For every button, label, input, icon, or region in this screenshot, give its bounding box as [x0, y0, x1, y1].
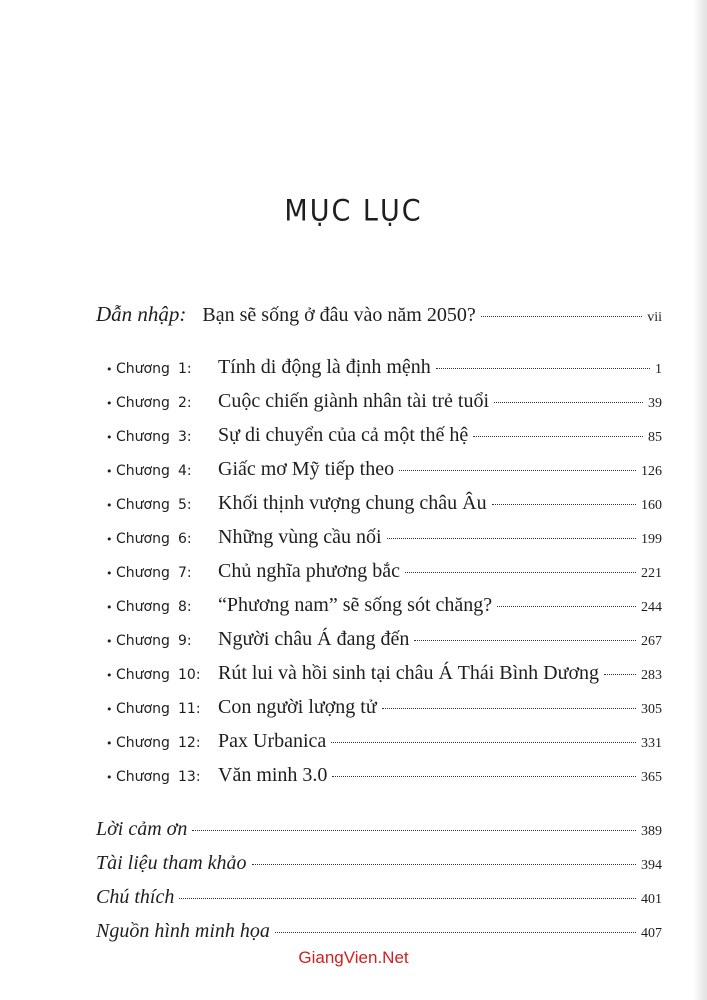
dot-leader — [399, 470, 636, 471]
toc-chapter-row[interactable] — [106, 458, 662, 492]
backmatter-page-number: 394 — [641, 858, 662, 873]
chapter-page-number: 85 — [648, 430, 662, 445]
bullet-icon: • — [106, 669, 113, 682]
chapter-page-number: 221 — [641, 566, 662, 581]
bullet-icon: • — [106, 567, 113, 580]
toc-chapter-row[interactable] — [106, 662, 662, 696]
chapter-title: Cuộc chiến giành nhân tài trẻ tuổi — [218, 390, 490, 412]
dot-leader — [387, 538, 636, 539]
chapter-number: 9: — [178, 633, 192, 649]
chapter-title: Tính di động là định mệnh — [218, 356, 431, 378]
chapter-label: Chương — [116, 565, 170, 581]
chapter-number: 4: — [178, 463, 192, 479]
chapter-page-number: 283 — [641, 668, 662, 683]
toc-chapter-row[interactable] — [106, 730, 662, 764]
chapter-title: Sự di chuyển của cả một thế hệ — [218, 424, 469, 446]
intro-title: Bạn sẽ sống ở đâu vào năm 2050? — [202, 304, 476, 326]
chapter-label: Chương — [116, 667, 170, 683]
bullet-icon: • — [106, 533, 113, 546]
chapter-number: 6: — [178, 531, 192, 547]
chapter-label: Chương — [116, 769, 170, 785]
chapter-page-number: 39 — [648, 396, 662, 411]
chapter-number: 5: — [178, 497, 192, 513]
chapter-title: Pax Urbanica — [218, 730, 327, 752]
chapter-title: Người châu Á đang đến — [218, 628, 410, 650]
toc-chapter-row[interactable] — [106, 526, 662, 560]
chapter-title: Con người lượng tử — [218, 696, 377, 718]
chapter-label: Chương — [116, 395, 170, 411]
chapter-title: Giấc mơ Mỹ tiếp theo — [218, 458, 395, 480]
toc-chapter-row[interactable] — [106, 492, 662, 526]
dot-leader — [481, 316, 642, 317]
backmatter-title: Chú thích — [96, 886, 175, 908]
toc-intro-row[interactable] — [96, 302, 662, 336]
intro-page-number: vii — [647, 310, 662, 325]
backmatter-title: Tài liệu tham khảo — [96, 852, 247, 874]
chapter-page-number: 244 — [641, 600, 662, 615]
dot-leader — [497, 606, 636, 607]
chapter-page-number: 160 — [641, 498, 662, 513]
chapter-label: Chương — [116, 701, 170, 717]
dot-leader — [405, 572, 636, 573]
chapter-title: Rút lui và hồi sinh tại châu Á Thái Bình Dương — [218, 662, 600, 684]
dot-leader — [252, 864, 636, 865]
backmatter-page-number: 389 — [641, 824, 662, 839]
chapter-title: Khối thịnh vượng chung châu Âu — [218, 492, 487, 514]
dot-leader — [473, 436, 643, 437]
chapter-label: Chương — [116, 599, 170, 615]
toc-chapter-row[interactable] — [106, 424, 662, 458]
bullet-icon: • — [106, 363, 113, 376]
chapter-page-number: 1 — [655, 362, 662, 377]
dot-leader — [192, 830, 636, 831]
bullet-icon: • — [106, 737, 113, 750]
backmatter-title: Nguồn hình minh họa — [96, 920, 270, 942]
chapter-number: 3: — [178, 429, 192, 445]
backmatter-title: Lời cảm ơn — [96, 818, 188, 840]
chapter-label: Chương — [116, 531, 170, 547]
toc-chapter-row[interactable] — [106, 356, 662, 390]
chapter-page-number: 126 — [641, 464, 662, 479]
chapter-label: Chương — [116, 429, 170, 445]
chapter-label: Chương — [116, 633, 170, 649]
chapter-number: 11: — [178, 701, 201, 717]
chapter-number: 10: — [178, 667, 201, 683]
bullet-icon: • — [106, 499, 113, 512]
chapter-number: 12: — [178, 735, 201, 751]
backmatter-page-number: 407 — [641, 926, 662, 941]
chapter-page-number: 267 — [641, 634, 662, 649]
watermark-text: GiangVien.Net — [298, 948, 409, 967]
dot-leader — [494, 402, 643, 403]
chapter-page-number: 199 — [641, 532, 662, 547]
toc-chapter-row[interactable] — [106, 764, 662, 798]
toc-backmatter-row[interactable] — [96, 852, 662, 886]
dot-leader — [331, 742, 636, 743]
chapter-page-number: 365 — [641, 770, 662, 785]
bullet-icon: • — [106, 465, 113, 478]
dot-leader — [436, 368, 650, 369]
toc-chapter-row[interactable] — [106, 594, 662, 628]
chapter-number: 2: — [178, 395, 192, 411]
chapter-label: Chương — [116, 497, 170, 513]
chapter-number: 1: — [178, 361, 192, 377]
bullet-icon: • — [106, 397, 113, 410]
toc-chapter-row[interactable] — [106, 390, 662, 424]
bullet-icon: • — [106, 703, 113, 716]
dot-leader — [382, 708, 636, 709]
bullet-icon: • — [106, 431, 113, 444]
chapter-title: Những vùng cầu nối — [218, 526, 382, 548]
dot-leader — [275, 932, 636, 933]
dot-leader — [414, 640, 636, 641]
chapter-number: 7: — [178, 565, 192, 581]
dot-leader — [332, 776, 636, 777]
toc-backmatter-row[interactable] — [96, 818, 662, 852]
chapter-number: 13: — [178, 769, 201, 785]
dot-leader — [492, 504, 636, 505]
chapter-title: Văn minh 3.0 — [218, 764, 328, 786]
page-title: MỤC LỤC — [284, 194, 423, 229]
chapter-label: Chương — [116, 735, 170, 751]
page-edge-shadow — [693, 0, 707, 1000]
bullet-icon: • — [106, 771, 113, 784]
toc-chapter-row[interactable] — [106, 628, 662, 662]
chapter-page-number: 305 — [641, 702, 662, 717]
dot-leader — [604, 674, 636, 675]
chapter-title: “Phương nam” sẽ sống sót chăng? — [218, 594, 493, 616]
chapter-title: Chủ nghĩa phương bắc — [218, 560, 400, 582]
toc-chapter-row[interactable] — [106, 696, 662, 730]
backmatter-page-number: 401 — [641, 892, 662, 907]
chapter-label: Chương — [116, 361, 170, 377]
dot-leader — [179, 898, 636, 899]
chapter-label: Chương — [116, 463, 170, 479]
chapter-page-number: 331 — [641, 736, 662, 751]
toc-chapter-row[interactable] — [106, 560, 662, 594]
chapter-number: 8: — [178, 599, 192, 615]
toc-backmatter-row[interactable] — [96, 886, 662, 920]
intro-label: Dẫn nhập: — [96, 302, 187, 326]
bullet-icon: • — [106, 635, 113, 648]
bullet-icon: • — [106, 601, 113, 614]
